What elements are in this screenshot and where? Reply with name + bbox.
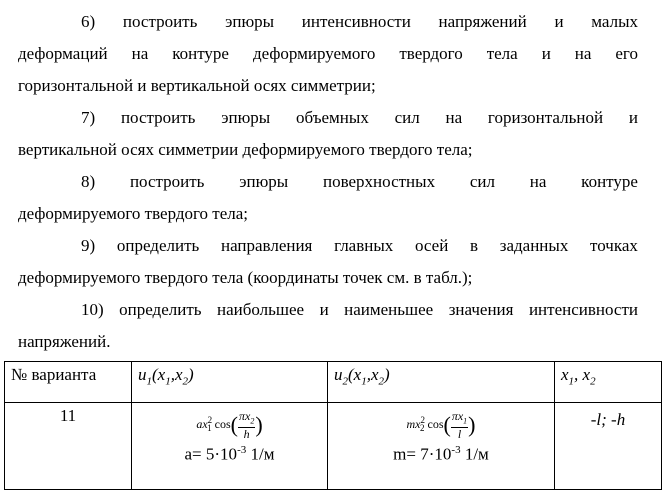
word: главных xyxy=(334,236,394,255)
word: наименьшее xyxy=(344,300,434,319)
table-row xyxy=(5,403,662,490)
word: поверхностных xyxy=(322,172,436,191)
word: на xyxy=(574,44,592,63)
u1-parameter: $a= 5\cdot 10^{-3}$ 1/м xyxy=(184,444,275,465)
text-line: вертикальной осях симметрии деформируемого твердого тела; xyxy=(18,140,473,159)
header-u2: $u_2(x_1,x_2)$ xyxy=(328,362,555,403)
word: деформируемого xyxy=(252,44,376,63)
word: определить xyxy=(116,236,200,255)
word: направления xyxy=(220,236,313,255)
word: твердого xyxy=(399,44,463,63)
word: эпюры xyxy=(225,12,275,31)
word: 8) xyxy=(81,172,96,191)
word: построить xyxy=(129,172,205,191)
paragraph-item-6 xyxy=(18,6,638,102)
text-line xyxy=(18,38,638,70)
u2-formula: $mx^2_2$ cos( $\frac{\pi x_1}{l}$) xyxy=(406,409,476,442)
word: заданных xyxy=(499,236,569,255)
word: и xyxy=(319,300,329,319)
u1-formula: $ax^2_1$ cos( $\frac{\pi x_2}{h}$) xyxy=(196,409,263,442)
variant-number: 11 xyxy=(5,403,132,490)
u2-cell xyxy=(328,403,555,490)
word: сил xyxy=(469,172,495,191)
word: 10) xyxy=(81,300,104,319)
word: эпюры xyxy=(221,108,271,127)
word: и xyxy=(541,44,551,63)
word: определить xyxy=(119,300,202,319)
word: наибольшее xyxy=(217,300,305,319)
variant-table xyxy=(4,361,662,490)
word: значения xyxy=(448,300,514,319)
text-line: деформируемого твердого тела (координаты точек см. в табл.); xyxy=(18,268,473,287)
word: сил xyxy=(394,108,420,127)
word: контуре xyxy=(581,172,638,191)
word: тела xyxy=(486,44,518,63)
paragraph-item-7 xyxy=(18,102,638,166)
text-line xyxy=(18,230,638,262)
coords-cell xyxy=(555,403,662,490)
word: построить xyxy=(120,108,196,127)
text-line: напряжений. xyxy=(18,332,111,351)
word: на xyxy=(445,108,463,127)
word: интенсивности xyxy=(528,300,638,319)
word: его xyxy=(615,44,638,63)
header-coords: $x_1$, $x_2$ xyxy=(555,362,662,403)
word: объемных xyxy=(295,108,369,127)
word: и xyxy=(628,108,638,127)
word: напряжений xyxy=(438,12,527,31)
text-line xyxy=(18,294,638,326)
word: интенсивности xyxy=(301,12,411,31)
u1-cell xyxy=(132,403,328,490)
word: построить xyxy=(122,12,198,31)
text-line xyxy=(18,102,638,134)
word: горизонтальной xyxy=(487,108,604,127)
word: 9) xyxy=(81,236,96,255)
u2-parameter: $m= 7\cdot 10^{-3}$ 1/м xyxy=(393,444,489,465)
word: на xyxy=(131,44,149,63)
text-line: деформируемого твердого тела; xyxy=(18,204,249,223)
word: малых xyxy=(591,12,638,31)
word: деформаций xyxy=(18,44,108,63)
table-header-row xyxy=(5,362,662,403)
word: и xyxy=(554,12,564,31)
paragraph-item-10 xyxy=(18,294,638,358)
text-line: горизонтальной и вертикальной осях симметрии; xyxy=(18,76,376,95)
word: контуре xyxy=(172,44,229,63)
word: 7) xyxy=(81,108,96,127)
point-coordinates: -l; -h xyxy=(590,410,626,429)
paragraph-item-9 xyxy=(18,230,638,294)
header-u1: $u_1(x_1,x_2)$ xyxy=(132,362,328,403)
paragraph-item-8 xyxy=(18,166,638,230)
word: эпюры xyxy=(239,172,289,191)
header-variant: № варианта xyxy=(5,362,132,403)
word: 6) xyxy=(81,12,96,31)
word: осей xyxy=(414,236,449,255)
text-line xyxy=(18,166,638,198)
word: в xyxy=(470,236,479,255)
text-line xyxy=(18,6,638,38)
word: на xyxy=(529,172,547,191)
word: точках xyxy=(590,236,638,255)
